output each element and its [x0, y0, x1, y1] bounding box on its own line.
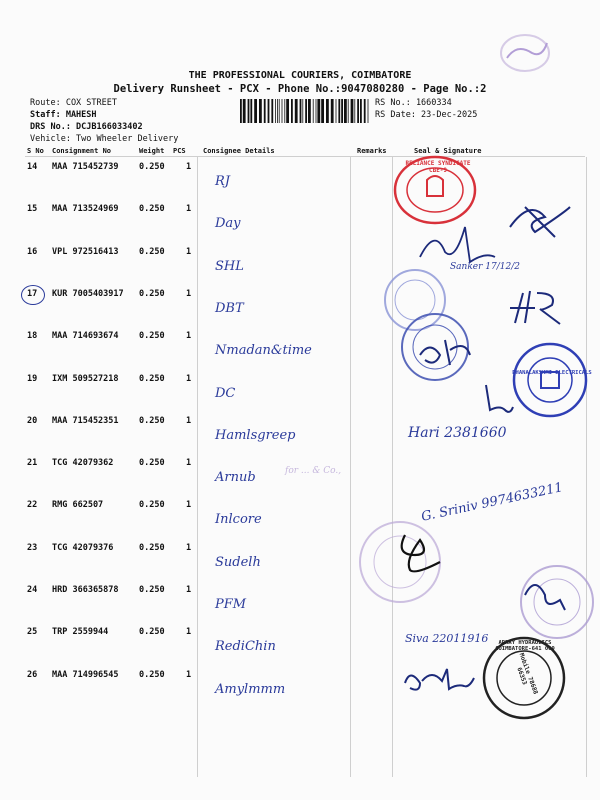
col-weight: Weight	[139, 147, 165, 155]
weight-cell: 0.250	[139, 415, 165, 426]
pcs-cell: 1	[186, 669, 192, 680]
pcs-cell: 1	[186, 458, 192, 469]
weight-cell: 0.250	[139, 331, 165, 342]
pcs-cell: 1	[186, 500, 192, 511]
consignment-cell: IXM 509527218	[52, 373, 119, 384]
weight-cell: 0.250	[139, 627, 165, 638]
header-rule	[25, 156, 585, 157]
signature-16-text: Sanker 17/12/2	[450, 262, 520, 272]
pcs-cell: 1	[186, 204, 192, 215]
weight-cell: 0.250	[139, 204, 165, 215]
sno-cell: 24	[27, 585, 38, 595]
array-stamp-mobile: Mobile 78688 66353	[515, 652, 539, 696]
col-consignment: Consignment No	[52, 147, 112, 155]
pcs-cell: 1	[186, 627, 192, 638]
consignment-cell: MAA 715452739	[52, 162, 119, 172]
weight-cell: 0.250	[139, 162, 165, 172]
sno-cell: 18	[27, 331, 38, 342]
dhanalakshmi-stamp	[505, 340, 595, 420]
signature-15	[505, 197, 580, 242]
col-remarks: Remarks	[357, 147, 387, 155]
consignment-cell: MAA 715452351	[52, 415, 119, 426]
consignment-cell: MAA 714693674	[52, 331, 119, 342]
rs-date: RS Date: 23-Dec-2025	[375, 110, 478, 120]
signature-18	[415, 335, 475, 370]
weight-cell: 0.250	[139, 500, 165, 511]
consignee-handwriting: RJ	[215, 174, 230, 189]
consignee-handwriting: RediChin	[215, 639, 276, 655]
col-seal-signature: Seal & Signature	[414, 147, 482, 155]
sno-cell: 17	[27, 288, 38, 299]
consignee-handwriting: DC	[215, 385, 236, 401]
stamp-21-faint-text: for ... & Co.,	[285, 466, 342, 476]
consignee-handwriting: Hamlsgreep	[215, 427, 296, 443]
staff-label: Staff: MAHESH	[30, 110, 97, 120]
sno-cell: 15	[27, 204, 38, 215]
table-row	[0, 581, 600, 623]
table-row	[0, 158, 600, 200]
consignee-handwriting: Day	[215, 216, 241, 232]
weight-cell: 0.250	[139, 585, 165, 595]
runsheet-subtitle: Delivery Runsheet - PCX - Phone No.:9047080280 - Page No.:2	[113, 83, 487, 95]
signature-19	[478, 380, 518, 415]
col-consignee: Consignee Details	[203, 147, 275, 155]
weight-cell: 0.250	[139, 669, 165, 680]
sno-cell: 25	[27, 627, 38, 638]
weight-cell: 0.250	[139, 542, 165, 553]
signature-22-text: G. Sriniv 9974633211	[420, 480, 565, 525]
rs-number: RS No.: 1660334	[375, 98, 452, 108]
signature-26	[400, 663, 480, 698]
reliance-stamp-text: RELIANCE SYNDICATE CBE-9	[405, 160, 471, 174]
weight-cell: 0.250	[139, 288, 165, 299]
consignment-cell: HRD 366365878	[52, 585, 119, 595]
pcs-cell: 1	[186, 246, 192, 257]
sno-cell: 14	[27, 162, 38, 172]
sno-cell: 16	[27, 246, 38, 257]
consignee-handwriting: SHL	[215, 258, 244, 274]
dhanalakshmi-stamp-text: DHANALAKSHMI ELECTRICALS	[512, 370, 592, 376]
pcs-cell: 1	[186, 288, 192, 299]
consignee-handwriting: Nmadan&time	[215, 343, 312, 359]
consignment-cell: VPL 972516413	[52, 246, 119, 257]
pcs-cell: 1	[186, 373, 192, 384]
table-row	[0, 539, 600, 581]
sno-cell: 26	[27, 669, 38, 680]
barcode	[240, 99, 370, 123]
array-stamp-text: ARRAY HYDRAULICS COIMBATORE-641 009	[495, 640, 555, 652]
consignment-cell: KUR 7005403917	[52, 288, 124, 299]
signature-24	[520, 570, 570, 615]
consignment-cell: TCG 42079376	[52, 542, 114, 553]
drs-number: DRS No.: DCJB166033402	[30, 122, 143, 132]
pcs-cell: 1	[186, 162, 192, 172]
sno-cell: 19	[27, 373, 38, 384]
signature-16	[415, 222, 500, 267]
signature-20-text: Hari 2381660	[408, 425, 507, 441]
col-pcs: PCS	[173, 147, 186, 155]
col-sno: S No	[27, 147, 44, 155]
consignee-handwriting: Arnub	[215, 470, 256, 486]
signature-17	[505, 283, 575, 328]
consignment-cell: TRP 2559944	[52, 627, 109, 638]
pcs-cell: 1	[186, 542, 192, 553]
consignee-handwriting: Amylmmm	[215, 681, 286, 697]
consignee-handwriting: Inlcore	[215, 512, 262, 528]
pcs-cell: 1	[186, 415, 192, 426]
weight-cell: 0.250	[139, 373, 165, 384]
consignee-handwriting: PFM	[215, 597, 247, 612]
company-title: THE PROFESSIONAL COURIERS, COIMBATORE	[188, 70, 412, 81]
signature-23	[390, 530, 445, 580]
consignment-cell: MAA 713524969	[52, 204, 119, 215]
consignee-handwriting: Sudelh	[215, 554, 261, 570]
sno-cell: 22	[27, 500, 38, 511]
row-circle-mark	[21, 285, 45, 305]
sno-cell: 23	[27, 542, 38, 553]
vehicle-label: Vehicle: Two Wheeler Delivery	[30, 134, 179, 144]
pcs-cell: 1	[186, 585, 192, 595]
weight-cell: 0.250	[139, 246, 165, 257]
consignment-cell: TCG 42079362	[52, 458, 114, 469]
consignment-cell: MAA 714996545	[52, 669, 119, 680]
weight-cell: 0.250	[139, 458, 165, 469]
pcs-cell: 1	[186, 331, 192, 342]
consignee-handwriting: DBT	[215, 300, 244, 316]
signature-25-text: Siva 22011916	[405, 632, 489, 645]
sno-cell: 21	[27, 458, 38, 469]
route-label: Route: COX STREET	[30, 98, 117, 108]
sno-cell: 20	[27, 415, 38, 426]
consignment-cell: RMG 662507	[52, 500, 104, 511]
